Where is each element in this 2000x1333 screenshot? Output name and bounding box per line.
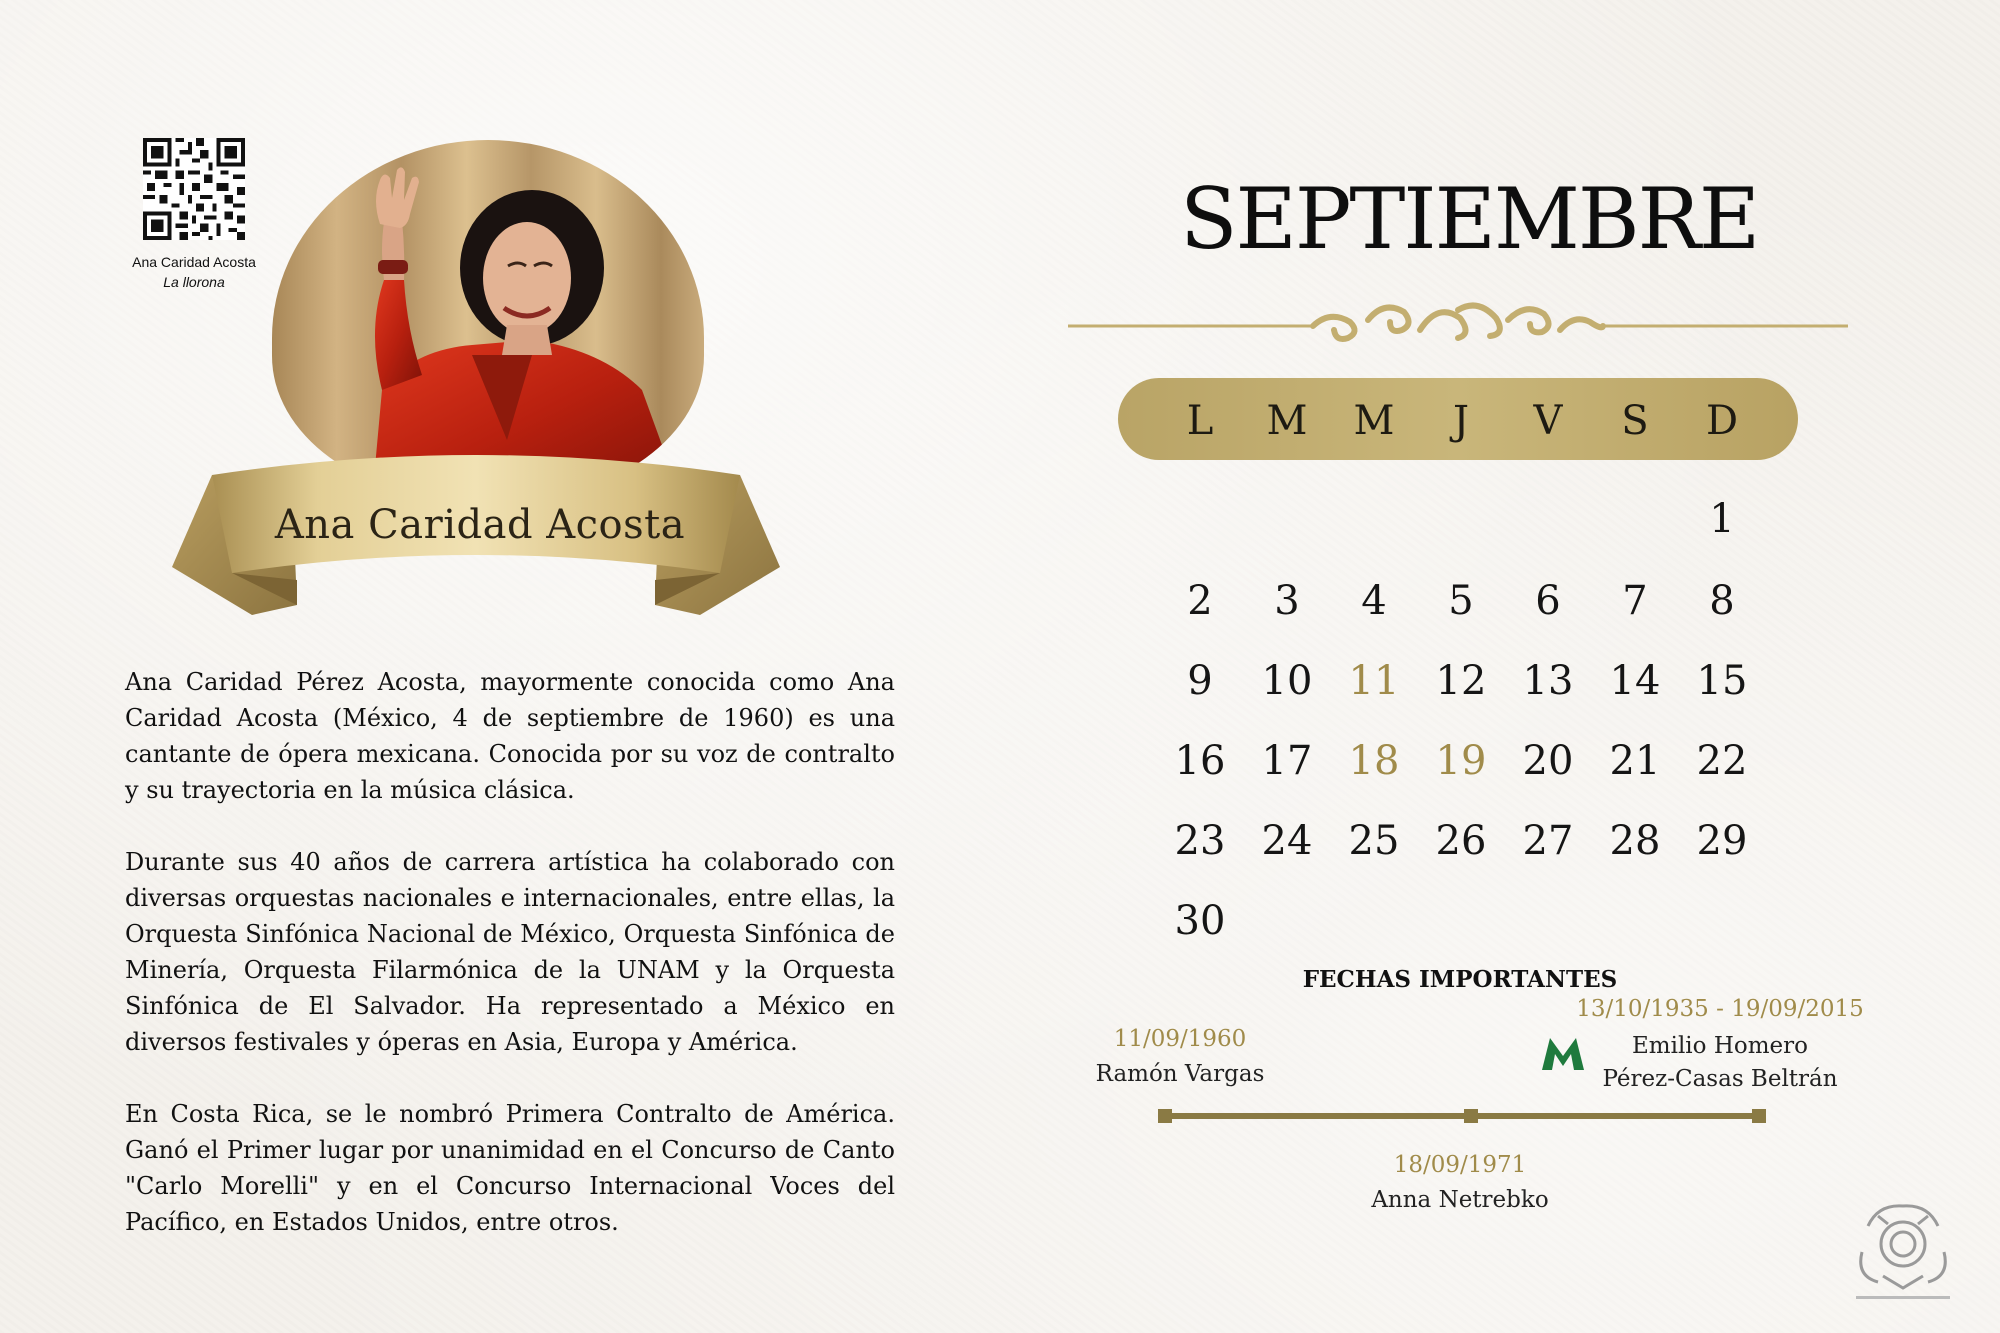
calendar-day: 17: [1261, 738, 1313, 784]
timeline: [1158, 1106, 1766, 1126]
weekday-label: M: [1353, 398, 1395, 444]
calendar-day: 1: [1709, 496, 1735, 542]
event-date: 13/10/1935 - 19/09/2015: [1576, 996, 1864, 1022]
calendar-day: 6: [1535, 578, 1561, 624]
month-title: SEPTIEMBRE: [1180, 170, 1759, 268]
calendar-day: 8: [1709, 578, 1735, 624]
calendar-day: 16: [1174, 738, 1226, 784]
calendar-day: 30: [1174, 898, 1226, 944]
calendar-day: 28: [1609, 818, 1661, 864]
calendar-day: 15: [1696, 658, 1748, 704]
calendar-day: 25: [1348, 818, 1400, 864]
biography: [125, 664, 895, 1276]
calendar-day: 27: [1522, 818, 1574, 864]
calendar-day: 4: [1361, 578, 1387, 624]
weekday-label: D: [1705, 398, 1739, 444]
qr-caption-song: La llorona: [163, 274, 225, 290]
calendar-day: 2: [1187, 578, 1213, 624]
event-name: Ramón Vargas: [1095, 1061, 1265, 1087]
bio-paragraph: Durante sus 40 años de carrera artística ha colaborado con diversas orquestas nacionales e internacionales, entre ellas, la Orquesta Sinfónica Nacional de México, Orquesta Sinfónica de Minería, Orquesta Filarmónica de la UNAM y la Orquesta Sinfónica de El Salvador. Ha representado a México en diversos festivales y óperas en Asia, Europa y América.: [125, 848, 895, 1056]
calendar-day: 29: [1696, 818, 1748, 864]
qr-code-icon[interactable]: [143, 138, 245, 240]
calendar-day: 10: [1261, 658, 1313, 704]
singer-name-label: Ana Caridad Acosta: [274, 502, 686, 548]
calendar-day: 7: [1622, 578, 1648, 624]
calendar-day: 20: [1522, 738, 1574, 784]
weekday-label: L: [1186, 398, 1214, 444]
calendar-day: 13: [1522, 658, 1574, 704]
event-name: Anna Netrebko: [1371, 1187, 1549, 1213]
calendar-day: 24: [1261, 818, 1313, 864]
calendar-day: 12: [1435, 658, 1487, 704]
calendar-day: 9: [1187, 658, 1213, 704]
calendar-day: 21: [1609, 738, 1661, 784]
qr-caption: [100, 252, 288, 292]
weekday-label: S: [1621, 398, 1649, 444]
calendar-day: 3: [1274, 578, 1300, 624]
event-date: 18/09/1971: [1393, 1152, 1527, 1178]
weekday-label: V: [1533, 398, 1563, 444]
event-date: 11/09/1960: [1113, 1026, 1247, 1052]
organization-seal-icon: [1848, 1196, 1958, 1306]
opera-m-logo-icon: [1540, 1036, 1586, 1072]
calendar-day: 18: [1348, 738, 1400, 784]
weekday-label: M: [1266, 398, 1308, 444]
event-name: Emilio Homero: [1632, 1033, 1808, 1059]
calendar-day: 19: [1435, 738, 1487, 784]
qr-caption-name: Ana Caridad Acosta: [132, 254, 256, 270]
flourish-divider-icon: [1068, 290, 1848, 350]
calendar-day: 11: [1348, 658, 1400, 704]
singer-photo: [272, 140, 704, 500]
weekday-label: J: [1452, 398, 1470, 444]
calendar-day: 23: [1174, 818, 1226, 864]
calendar-day: 5: [1448, 578, 1474, 624]
event-name: Pérez-Casas Beltrán: [1602, 1066, 1838, 1092]
calendar-day: 22: [1696, 738, 1748, 784]
calendar-day: 14: [1609, 658, 1661, 704]
important-dates-title: FECHAS IMPORTANTES: [1302, 966, 1618, 993]
calendar-day: 26: [1435, 818, 1487, 864]
bio-paragraph: En Costa Rica, se le nombró Primera Contralto de América. Ganó el Primer lugar por unanimidad en el Concurso de Canto "Carlo Morelli" y en el Concurso Internacional Voces del Pacífico, en Estados Unidos, entre otros.: [125, 1100, 895, 1236]
bio-paragraph: Ana Caridad Pérez Acosta, mayormente conocida como Ana Caridad Acosta (México, 4 de septiembre de 1960) es una cantante de ópera mexicana. Conocida por su voz de contralto y su trayectoria en la música clásica.: [125, 668, 895, 804]
